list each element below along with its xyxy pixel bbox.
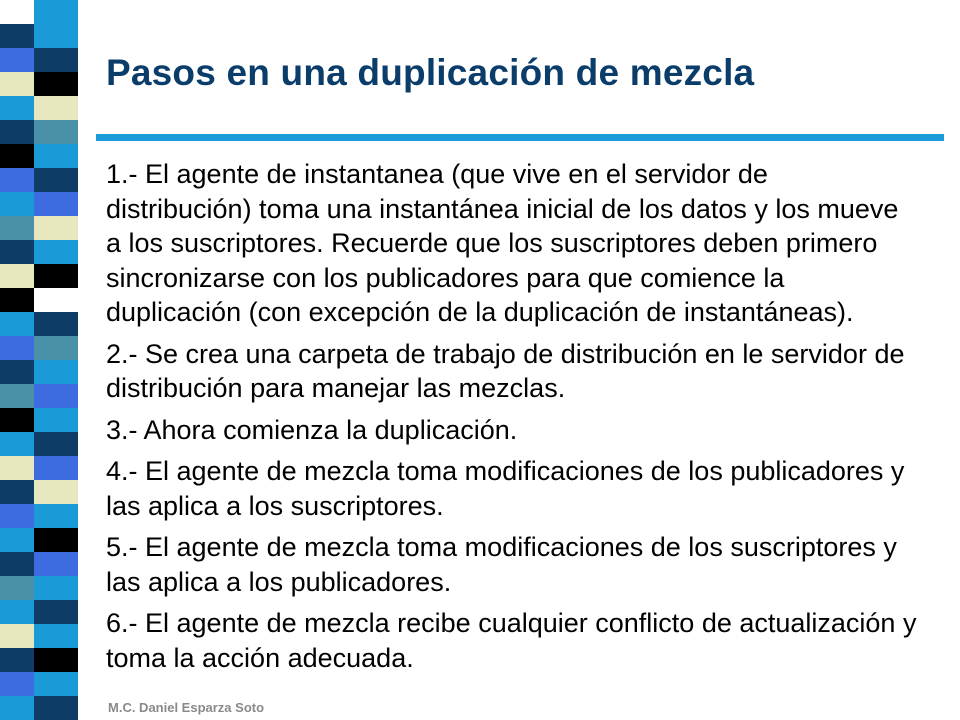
stripe-block — [34, 408, 78, 432]
stripe-block — [0, 168, 34, 192]
stripe-block — [34, 648, 78, 672]
step-5: 5.- El agente de mezcla toma modificaciones de los suscriptores y las aplica a los publicadores. — [106, 532, 897, 597]
stripe-row — [0, 96, 78, 120]
stripe-block — [0, 312, 34, 336]
stripe-block — [0, 24, 34, 48]
stripe-block — [0, 696, 34, 720]
stripe-row — [0, 192, 78, 216]
steps-list — [106, 157, 918, 682]
stripe-block — [34, 120, 78, 144]
step-1: 1.- El agente de instantanea (que vive en el servidor de distribución) toma una instantánea inicial de los datos y los mueve a los suscriptores. Recuerde que los suscriptores deben primero sincronizarse con los publicadores para que comience la duplicación (con excepción de la duplicación de instantáneas). — [106, 159, 899, 327]
stripe-block — [0, 456, 34, 480]
stripe-row — [0, 552, 78, 576]
stripe-block — [34, 696, 78, 720]
stripe-block — [34, 216, 78, 240]
stripe-block — [34, 24, 78, 48]
stripe-block — [34, 192, 78, 216]
stripe-block — [0, 408, 34, 432]
stripe-block — [0, 264, 34, 288]
stripe-row — [0, 72, 78, 96]
stripe-block — [34, 672, 78, 696]
stripe-row — [0, 672, 78, 696]
stripe-block — [34, 336, 78, 360]
stripe-block — [0, 144, 34, 168]
step-6: 6.- El agente de mezcla recibe cualquier conflicto de actualización y toma la acción adecuada. — [106, 608, 917, 673]
stripe-block — [0, 0, 34, 24]
stripe-row — [0, 648, 78, 672]
stripe-row — [0, 696, 78, 720]
stripe-row — [0, 120, 78, 144]
stripe-block — [34, 480, 78, 504]
stripe-block — [34, 528, 78, 552]
stripe-block — [34, 456, 78, 480]
stripe-row — [0, 168, 78, 192]
stripe-row — [0, 48, 78, 72]
stripe-row — [0, 24, 78, 48]
stripe-block — [0, 360, 34, 384]
stripe-block — [34, 504, 78, 528]
stripe-block — [0, 336, 34, 360]
stripe-block — [34, 48, 78, 72]
stripe-block — [0, 480, 34, 504]
stripe-row — [0, 576, 78, 600]
stripe-block — [34, 144, 78, 168]
stripe-block — [34, 384, 78, 408]
step-4: 4.- El agente de mezcla toma modificaciones de los publicadores y las aplica a los suscriptores. — [106, 456, 905, 521]
stripe-row — [0, 360, 78, 384]
stripe-block — [0, 120, 34, 144]
stripe-row — [0, 432, 78, 456]
slide-title: Pasos en una duplicación de mezcla — [106, 52, 755, 93]
stripe-block — [0, 240, 34, 264]
stripe-block — [0, 672, 34, 696]
stripe-block — [0, 288, 34, 312]
decorative-stripe — [0, 0, 78, 720]
stripe-row — [0, 504, 78, 528]
stripe-row — [0, 408, 78, 432]
stripe-block — [0, 384, 34, 408]
stripe-block — [0, 624, 34, 648]
title-divider — [96, 134, 944, 141]
stripe-row — [0, 480, 78, 504]
stripe-row — [0, 384, 78, 408]
stripe-block — [34, 0, 78, 24]
stripe-row — [0, 240, 78, 264]
stripe-block — [0, 432, 34, 456]
stripe-block — [34, 168, 78, 192]
stripe-row — [0, 144, 78, 168]
footer-author: M.C. Daniel Esparza Soto — [108, 700, 265, 715]
stripe-block — [34, 576, 78, 600]
stripe-block — [0, 192, 34, 216]
stripe-block — [34, 96, 78, 120]
stripe-row — [0, 216, 78, 240]
stripe-block — [0, 552, 34, 576]
stripe-block — [0, 600, 34, 624]
stripe-row — [0, 312, 78, 336]
stripe-block — [0, 96, 34, 120]
stripe-block — [34, 432, 78, 456]
stripe-block — [34, 288, 78, 312]
stripe-row — [0, 288, 78, 312]
stripe-block — [0, 72, 34, 96]
step-3: 3.- Ahora comienza la duplicación. — [106, 414, 518, 445]
stripe-block — [34, 264, 78, 288]
stripe-row — [0, 264, 78, 288]
stripe-row — [0, 456, 78, 480]
stripe-block — [0, 648, 34, 672]
stripe-block — [34, 72, 78, 96]
stripe-block — [34, 360, 78, 384]
stripe-block — [0, 576, 34, 600]
stripe-block — [0, 528, 34, 552]
stripe-row — [0, 0, 78, 24]
stripe-block — [0, 48, 34, 72]
stripe-block — [0, 216, 34, 240]
stripe-block — [34, 240, 78, 264]
stripe-block — [34, 312, 78, 336]
step-2: 2.- Se crea una carpeta de trabajo de distribución en le servidor de distribución para manejar las mezclas. — [106, 338, 905, 403]
stripe-block — [34, 552, 78, 576]
stripe-row — [0, 336, 78, 360]
stripe-block — [0, 504, 34, 528]
stripe-block — [34, 624, 78, 648]
stripe-row — [0, 600, 78, 624]
stripe-row — [0, 528, 78, 552]
stripe-row — [0, 624, 78, 648]
stripe-block — [34, 600, 78, 624]
